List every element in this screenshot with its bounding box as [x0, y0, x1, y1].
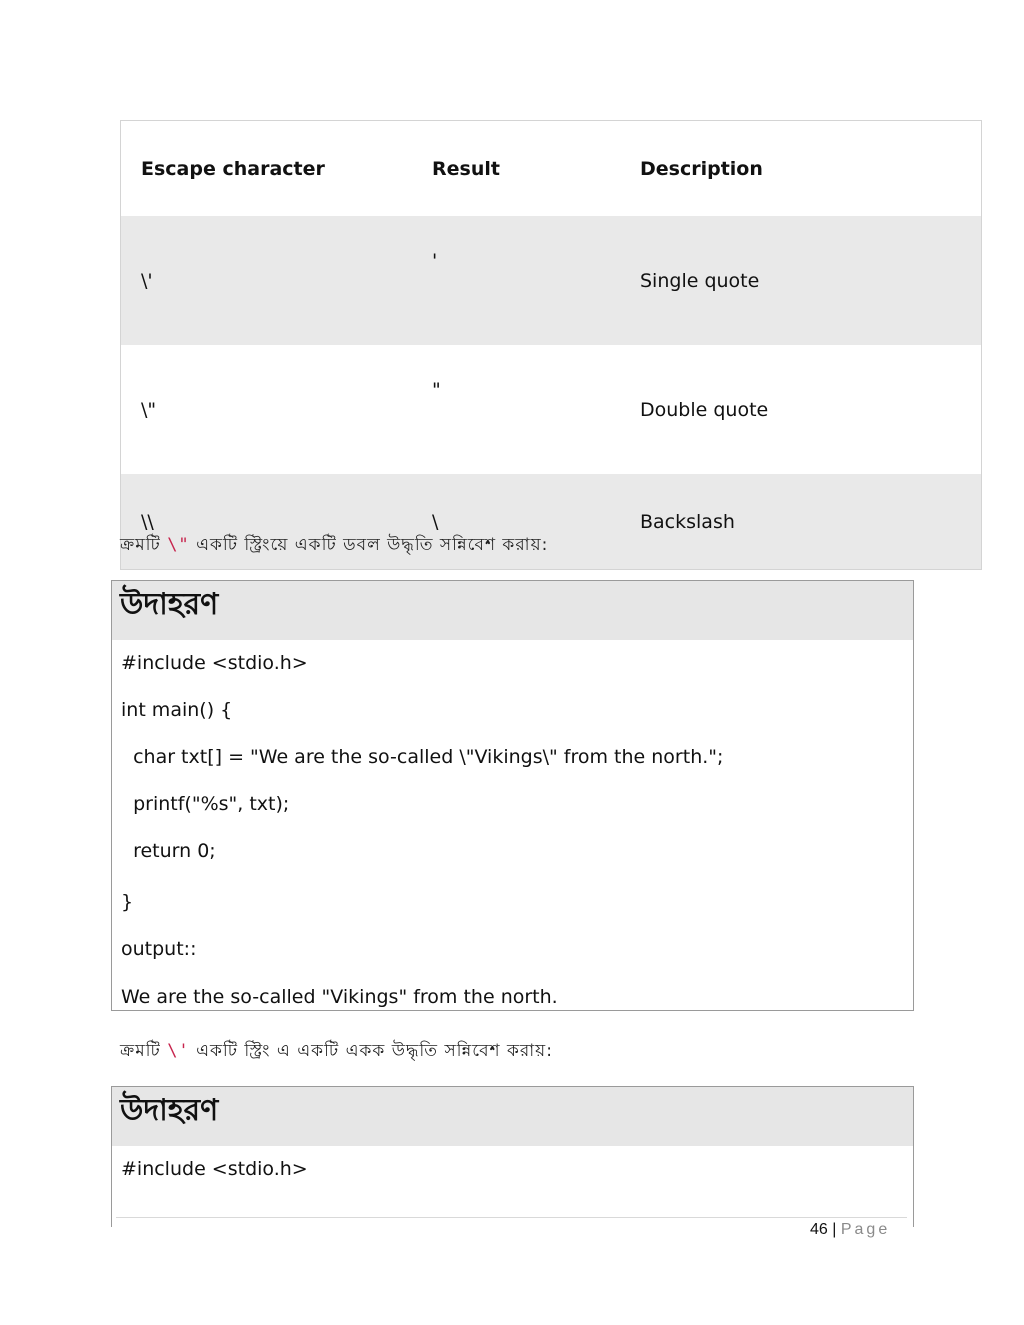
example-box	[111, 580, 914, 1011]
page-separator: |	[832, 1221, 837, 1238]
code-line: return 0;	[121, 840, 216, 862]
code-line: #include <stdio.h>	[121, 652, 308, 674]
escape-table	[120, 120, 982, 570]
code-line: output::	[121, 938, 197, 960]
escape-cell: \"	[141, 398, 157, 421]
description-cell: Backslash	[620, 474, 982, 570]
paragraph-text-before: ক্রমটি	[120, 535, 168, 555]
escape-cell: \\	[121, 474, 413, 570]
table-row	[121, 345, 982, 474]
description-cell: Double quote	[640, 398, 769, 421]
result-cell: \	[412, 474, 620, 570]
example-box	[111, 1086, 914, 1227]
footer-divider	[116, 1217, 907, 1218]
header-description: Description	[620, 121, 982, 217]
code-line: }	[121, 891, 134, 913]
code-line: We are the so-called "Vikings" from the north.	[121, 986, 558, 1008]
description-cell: Single quote	[620, 216, 982, 345]
table-header-row	[121, 121, 982, 217]
paragraph-single-quote	[120, 1038, 553, 1066]
result-cell: "	[432, 379, 441, 401]
result-cell: '	[412, 216, 620, 345]
escape-cell: \'	[121, 216, 413, 345]
paragraph-text-after: একটি স্ট্রিং এ একটি একক উদ্ধৃতি সন্নিবেশ করায়:	[189, 1041, 553, 1061]
example-title: উদাহরণ	[112, 581, 913, 640]
code-line: int main() {	[121, 699, 233, 721]
code-line: char txt[] = "We are the so-called \"Vikings\" from the north.";	[121, 746, 724, 768]
page-footer	[810, 1221, 890, 1239]
page-number: 46	[810, 1221, 828, 1238]
paragraph-double-quote	[120, 532, 548, 560]
page-label: Page	[840, 1221, 891, 1238]
code-line: printf("%s", txt);	[121, 793, 290, 815]
paragraph-text-after: একটি স্ট্রিংয়ে একটি ডবল উদ্ধৃতি সন্নিবেশ করায়:	[189, 535, 549, 555]
inline-code: \"	[167, 535, 190, 555]
table-row	[121, 216, 982, 345]
header-result: Result	[412, 121, 620, 217]
code-line: #include <stdio.h>	[121, 1158, 308, 1180]
inline-code: \'	[167, 1041, 190, 1061]
paragraph-text-before: ক্রমটি	[120, 1041, 168, 1061]
header-escape-character: Escape character	[121, 121, 413, 217]
example-title: উদাহরণ	[112, 1087, 913, 1146]
